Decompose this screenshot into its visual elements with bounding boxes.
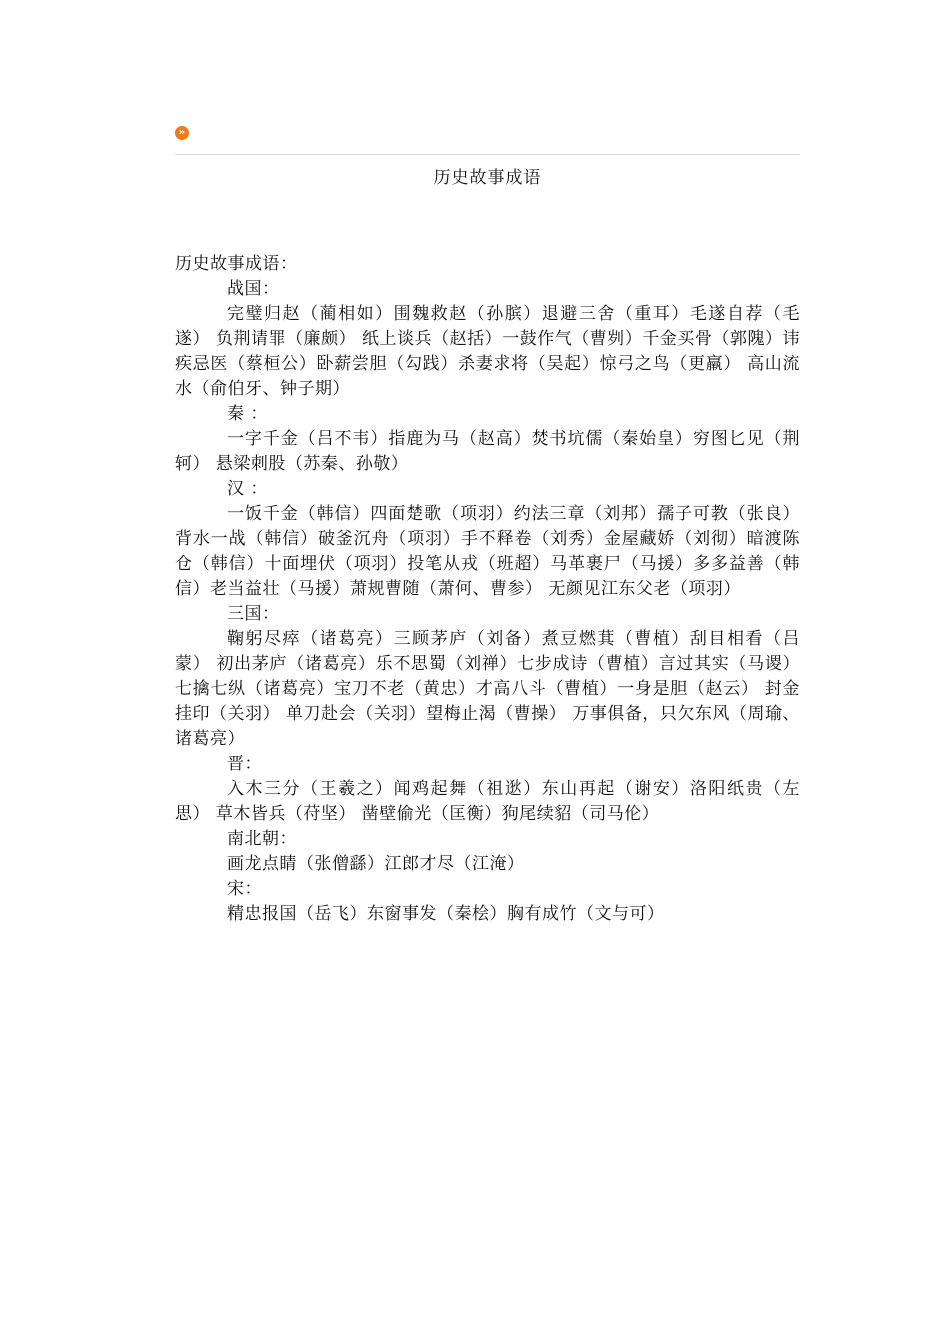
section-text-qin: 一字千金（吕不韦）指鹿为马（赵高）焚书坑儒（秦始皇）穷图匕见（荆轲） 悬梁刺股（苏秦、孙敬） [175, 429, 800, 474]
section-text-three-kingdoms: 鞠躬尽瘁（诸葛亮）三顾茅庐（刘备）煮豆燃萁（曹植）刮目相看（吕蒙） 初出茅庐（诸葛亮）乐不思蜀（刘禅）七步成诗（曹植）言过其实（马谡）七擒七纵（诸葛亮）宝刀不老（黄忠）才高八斗（曹植）一身是胆（赵云） 封金挂印（关羽） 单刀赴会（关羽）望梅止渴（曹操） 万事俱备，只欠东风（周瑜、诸葛亮） [175, 629, 800, 749]
section-text-han: 一饭千金（韩信）四面楚歌（项羽）约法三章（刘邦）孺子可教（张良） 背水一战（韩信）破釜沉舟（项羽）手不释卷（刘秀）金屋藏娇（刘彻）暗渡陈仓（韩信）十面埋伏（项羽）投笔从戎（班超）马革裹尸（马援）多多益善（韩信）老当益壮（马援）萧规曹随（萧何、曹参） 无颜见江东父老（项羽） [175, 504, 800, 599]
section-name-song: 宋： [227, 879, 262, 899]
double-chevron-right-icon: » [175, 126, 189, 140]
document-body [175, 252, 800, 927]
section-text-southern-northern: 画龙点睛（张僧繇）江郎才尽（江淹） [227, 854, 525, 874]
section-name-southern-northern: 南北朝： [227, 829, 297, 849]
header-divider [175, 154, 800, 155]
section-name-warring-states: 战国： [227, 279, 280, 299]
intro-line: 历史故事成语： [175, 254, 298, 274]
section-text-warring-states: 完璧归赵（蔺相如）围魏救赵（孙膑）退避三舍（重耳）毛遂自荐（毛遂） 负荆请罪（廉颇） 纸上谈兵（赵括）一鼓作气（曹刿）千金买骨（郭隗）讳疾忌医（蔡桓公）卧薪尝胆（勾践）杀妻求将（吴起）惊弓之鸟（更羸） 高山流水（俞伯牙、钟子期） [175, 304, 800, 399]
document-title: 历史故事成语 [433, 168, 542, 188]
section-name-jin: 晋： [227, 754, 262, 774]
section-text-jin: 入木三分（王羲之）闻鸡起舞（祖逖）东山再起（谢安）洛阳纸贵（左思） 草木皆兵（苻坚） 凿壁偷光（匡衡）狗尾续貂（司马伦） [175, 779, 800, 824]
section-name-han: 汉 ： [227, 479, 268, 499]
section-name-qin: 秦 ： [227, 404, 268, 424]
section-name-three-kingdoms: 三国： [227, 604, 280, 624]
section-text-song: 精忠报国（岳飞）东窗事发（秦桧）胸有成竹（文与可） [227, 904, 665, 924]
